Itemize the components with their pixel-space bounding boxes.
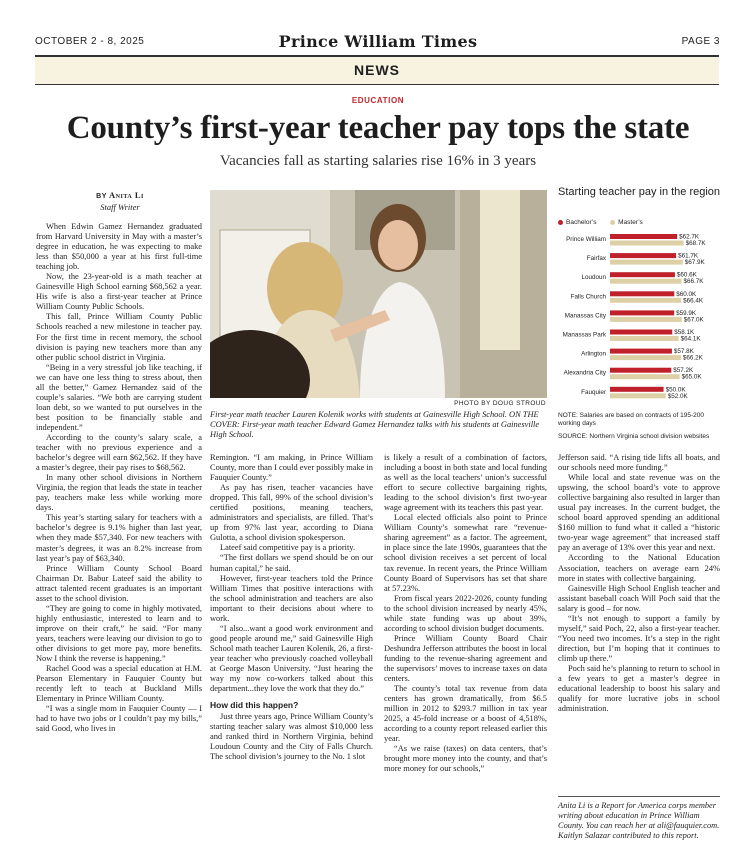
endnote-divider	[558, 796, 720, 797]
legend-label-bachelors: Bachelor’s	[566, 219, 597, 226]
article-column-4	[558, 453, 720, 714]
bar-value-label: $60.6K	[676, 271, 697, 279]
bar-bachelors	[610, 387, 664, 392]
bar-value-label: $59.9K	[676, 309, 697, 317]
col2-paragraph: Lateef said competitive pay is a priority.	[220, 543, 356, 553]
col2-paragraph: However, first-year teachers told the Prince William Times that positive interactions with the school administration and teachers are also important to their decisions about where to work.	[210, 573, 373, 623]
col3-paragraph: From fiscal years 2022-2026, county funding to the school division increased by nearly 45%, while state funding was up about 39%, according to school division budget documents.	[384, 593, 547, 633]
legend-swatch-masters	[610, 220, 615, 225]
col4-paragraph: Gainesville High School English teacher and assistant baseball coach Will Poch said that the salary is good – for now.	[558, 583, 720, 613]
col1-paragraph: This fall, Prince William County Public Schools reached a new milestone in teacher pay. For the first time in recent memory, the school division is paying new teachers more than any other public school district in Virginia.	[36, 312, 202, 362]
column-subhead: How did this happen?	[210, 700, 299, 711]
bar-value-label: $66.2K	[682, 354, 703, 362]
category-label: Fauquier	[581, 388, 606, 396]
bar-masters	[610, 260, 683, 265]
bar-value-label: $61.7K	[678, 252, 699, 260]
bar-masters	[610, 393, 666, 398]
bar-value-label: $57.8K	[673, 348, 694, 356]
bar-bachelors	[610, 272, 675, 277]
bar-value-label: $52.0K	[667, 392, 688, 400]
bar-masters	[610, 374, 680, 379]
bar-value-label: $68.7K	[685, 240, 706, 247]
kicker: EDUCATION	[351, 96, 405, 105]
bar-value-label: $62.7K	[679, 233, 700, 241]
category-label: Falls Church	[570, 293, 606, 301]
bar-bachelors	[610, 368, 671, 373]
col1-paragraph: “Being in a very stressful job like teaching, if we can have one less thing to stress about, then all the better,” Gamez Hernandez said of the couple’s salaries. “We both are carrying student loan debt, so we wanted to put ourselves in the best position to be financially stable and independent.”	[36, 362, 202, 432]
col1-paragraph: Rachel Good was a special education at H.M. Pearson Elementary in Fauquier County but recently left to teach at Buckland Mills Elementary in Prince William County.	[36, 664, 202, 704]
legend-label-masters: Master’s	[618, 219, 643, 226]
page-number: PAGE 3	[681, 36, 720, 47]
col1-paragraph: “They are going to come in highly motivated, highly enthusiastic, interested to learn and to improve on their craft,” he said. “For many years, teachers were leaving our division to go to other divisions to get more pay, more benefits. Now I think the reverse is happening.”	[36, 603, 202, 664]
col3-paragraph: is likely a result of a combination of factors, including a boost in both state and local funding as well as the local teachers’ union’s successful effort to secure collective bargaining rights, leading to the school division’s first two-year wage agreement with its teachers this past year.	[384, 453, 547, 513]
col1-paragraph: “I was a single mom in Fauquier County — I had to have two jobs or I couldn’t pay my bills,” said Good, who lives in	[36, 704, 202, 734]
col4-paragraph: While local and state revenue was on the upswing, the school board’s vote to approve collective bargaining also resulted in larger than usual pay increases. In the current budget, the school board approved spending an additional $160 million to fund what it called a “historic two-year wage agreement” that increased staff pay an average of 13% over this year and next.	[558, 473, 720, 553]
col3-paragraph: Local elected officials also point to Prince William County’s somewhat rare “revenue-sharing agreement” as a factor. The agreement, in place since the late 1990s, guarantees that the school division receives a set percent of local tax revenue. In recent years, the Prince William County Board of Supervisors has set that share at 57.23%.	[384, 513, 547, 593]
byline-prefix: BY	[96, 193, 107, 200]
bar-value-label: $65.0K	[681, 373, 702, 381]
chart-legend	[558, 219, 643, 226]
col4-paragraph: Poch said he’s planning to return to school in a few years to get a master’s degree in educational leadership to boost his salary and qualify for more lucrative jobs in school administration.	[558, 663, 720, 714]
bar-value-label: $57.2K	[673, 367, 694, 375]
article-column-1	[36, 222, 202, 734]
byline	[60, 190, 180, 212]
photo-illustration	[210, 190, 547, 398]
article-column-2	[210, 453, 373, 762]
category-label: Alexandria City	[563, 369, 606, 377]
bar-masters	[610, 355, 681, 360]
bar-masters	[610, 317, 682, 322]
col2-paragraph: As pay has risen, teacher vacancies have dropped. This fall, 99% of the school division’s certified positions, meaning teachers, administrators and specialists, are filled. That’s up from 97% last year, according to Diana Gulotta, a school division spokesperson.	[210, 483, 373, 543]
bar-bachelors	[610, 330, 672, 335]
bar-value-label: $58.1K	[674, 329, 695, 336]
col2-paragraph: “I also...want a good work environment and good people around me,” said Gainesville High School math teacher Lauren Kolenik, 26, a first-year teacher who previously coached volleyball at George Mason University. “Just hearing the way my now co-workers talked about this department...they love the work that they do.”	[210, 623, 373, 694]
bar-bachelors	[610, 291, 674, 296]
category-label: Manassas Park	[562, 331, 606, 339]
chart-note: NOTE: Salaries are based on contracts of 195-200 working days	[558, 412, 704, 427]
bar-bachelors	[610, 310, 674, 315]
col1-paragraph: In many other school divisions in Northern Virginia, the region that leads the state in teacher pay, teachers make less while working more days.	[36, 473, 202, 513]
bar-masters	[610, 336, 679, 341]
author-name: Anita Li	[109, 190, 144, 200]
category-label: Prince William	[566, 236, 606, 243]
bar-value-label: $64.1K	[680, 335, 701, 343]
bar-masters	[610, 241, 684, 246]
issue-date: OCTOBER 2 - 8, 2025	[35, 36, 145, 47]
headline: County’s first-year teacher pay tops the state	[66, 110, 690, 146]
photo-credit: PHOTO BY DOUG STROUD	[454, 400, 546, 407]
col2-paragraph: “The first dollars we spend should be on our human capital,” he said.	[210, 553, 373, 573]
bar-value-label: $66.7K	[683, 278, 704, 286]
col3-paragraph: The county’s total tax revenue from data centers has grown dramatically, from $6.5 million in 2012 to $293.7 million in tax year 2025, a 45-fold increase or a boost of 4,518%, according to a county report released earlier this year.	[384, 684, 547, 744]
col1-paragraph: This year’s starting salary for teachers with a bachelor’s degree is 9.1% higher than last year, when they made $57,340. For new teachers with master’s degrees, it was an 8.2% increase from last year’s pay of $63,340.	[36, 513, 202, 563]
bar-value-label: $50.0K	[665, 386, 686, 394]
bar-bachelors	[610, 234, 677, 239]
category-label: Manassas City	[564, 312, 606, 320]
col4-paragraph: “It’s not enough to support a family by myself,” said Poch, 22, also a first-year teacher. “You need two incomes. It’s a step in the right direction, but I’m hoping that it continues to climb up there.”	[558, 613, 720, 663]
photo-caption: First-year math teacher Lauren Kolenik works with students at Gainesville High School. ON THE COVER: First-year math teacher Edward Gamez Hernandez talks with his students at Gainesville High School.	[210, 410, 540, 439]
col1-paragraph: According to the county’s salary scale, a teacher with no previous experience and a bachelor’s degree will earn $62,562. If they have a master’s degree, their pay rises to $68,562.	[36, 432, 202, 473]
category-label: Arlington	[581, 350, 606, 358]
author-endnote: Anita Li is a Report for America corps member writing about education in Prince William County. You can reach her at ali@fauquier.com. Kaitlyn Salazar contributed to this report.	[558, 801, 720, 840]
col1-paragraph: Now, the 23-year-old is a math teacher at Gainesville High School earning $68,562 a year. His wife is also a first-year teacher at Prince William County Public Schools.	[36, 272, 202, 312]
bar-masters	[610, 279, 681, 284]
col4-paragraph: According to the National Education Association, teachers on average earn 24% more in states with collective bargaining.	[558, 553, 720, 583]
article-photo	[210, 190, 547, 398]
col2-paragraph: Just three years ago, Prince William County’s starting teacher salary was almost $10,000 less and ranked third in Northern Virginia, behind Loudoun County and the City of Falls Church. The school division’s journey to the No. 1 slot	[210, 712, 373, 762]
section-bar	[35, 55, 719, 85]
bar-value-label: $67.9K	[684, 259, 705, 267]
col2-paragraph: Remington. “I am making, in Prince William County, more than I could ever possibly make in Fauquier County.”	[210, 453, 373, 483]
subheadline: Vacancies fall as starting salaries rise 16% in 3 years	[219, 153, 537, 169]
bar-bachelors	[610, 253, 676, 258]
article-column-3	[384, 453, 547, 775]
author-role: Staff Writer	[100, 202, 140, 212]
section-label: NEWS	[354, 62, 400, 78]
salary-bar-chart	[556, 228, 724, 408]
col3-paragraph: Prince William County Board Chair Deshundra Jefferson attributes the boost in local funding to the revenue-sharing agreement and the supervisors’ moves to increase taxes on data centers.	[384, 633, 547, 684]
bar-value-label: $66.4K	[683, 297, 704, 305]
chart-source: SOURCE: Northern Virginia school division websites	[558, 433, 710, 440]
col1-paragraph: When Edwin Gamez Hernandez graduated from Harvard University in May with a master’s degree in education, he was expecting to make less than $50,000 a year at his first full-time teaching job.	[36, 222, 202, 272]
col3-paragraph: “As we raise (taxes) on data centers, that’s brought more money into the county, and that’s more money for our schools,”	[384, 744, 547, 774]
bar-value-label: $67.0K	[683, 316, 704, 324]
chart-title: Starting teacher pay in the region	[558, 186, 721, 198]
bar-masters	[610, 298, 681, 303]
category-label: Loudoun	[581, 274, 606, 282]
col1-paragraph: Prince William County School Board Chairman Dr. Babur Lateef said the ability to attract talented recent graduates is an important asset to the school division.	[36, 563, 202, 603]
col4-paragraph: Jefferson said. “A rising tide lifts all boats, and our schools need more funding.”	[558, 453, 720, 473]
category-label: Fairfax	[586, 255, 606, 263]
bar-bachelors	[610, 349, 672, 354]
bar-value-label: $60.0K	[676, 290, 697, 298]
newspaper-nameplate: Prince William Times	[278, 32, 478, 51]
legend-swatch-bachelors	[558, 220, 563, 225]
